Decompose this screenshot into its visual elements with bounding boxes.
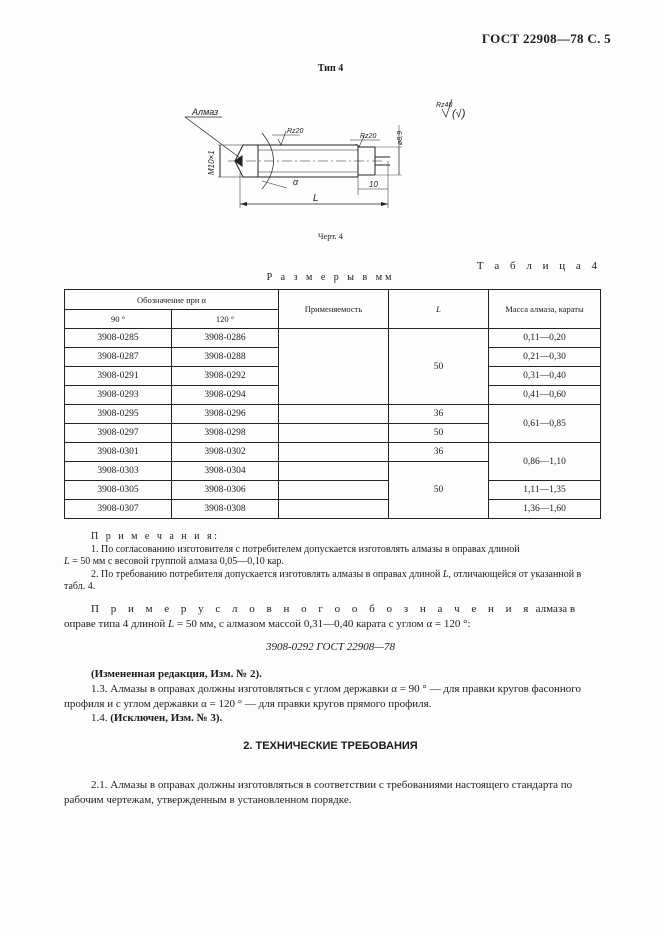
cell-mass: 0,41—0,60	[489, 386, 601, 405]
cell-90: 3908-0301	[65, 443, 172, 462]
example-designation: 3908-0292 ГОСТ 22908—78	[266, 641, 395, 653]
cell-90: 3908-0285	[65, 329, 172, 348]
cell-120: 3908-0306	[172, 481, 279, 500]
cell-120: 3908-0298	[172, 424, 279, 443]
cell-L: 50	[389, 462, 489, 519]
cell-mass: 0,31—0,40	[489, 367, 601, 386]
label-10: 10	[369, 180, 378, 189]
cell-L: 36	[389, 443, 489, 462]
cell-L: 36	[389, 405, 489, 424]
technical-drawing	[180, 95, 500, 220]
cell-90: 3908-0305	[65, 481, 172, 500]
cell-mass: 0,11—0,20	[489, 329, 601, 348]
cell-120: 3908-0286	[172, 329, 279, 348]
th-mass: Масса алмаза, караты	[489, 290, 601, 329]
cell-120: 3908-0292	[172, 367, 279, 386]
table-number: Т а б л и ц а 4	[476, 260, 601, 272]
cell-120: 3908-0302	[172, 443, 279, 462]
cell-mass: 1,11—1,35	[489, 481, 601, 500]
clause-1-3: 1.3. Алмазы в оправах должны изготовляться с углом державки α = 90 ° — для правки кругов фасонного профиля и с углом державки α = 120 ° — для правки кругов прямого профиля.	[64, 683, 581, 710]
changed-note: (Измененная редакция, Изм. № 2).	[91, 668, 262, 680]
cell-usage	[279, 443, 389, 462]
page-header: ГОСТ 22908—78 С. 5	[481, 31, 611, 46]
cell-90: 3908-0303	[65, 462, 172, 481]
cell-120: 3908-0308	[172, 500, 279, 519]
notes-block	[64, 531, 600, 594]
cell-usage	[279, 424, 389, 443]
cell-90: 3908-0293	[65, 386, 172, 405]
cell-usage	[279, 462, 389, 481]
label-rz40: Rz40	[436, 102, 453, 109]
clause-1-4: 1.4. (Исключен, Изм. № 3).	[91, 712, 223, 724]
label-rz20-left: Rz20	[287, 128, 304, 135]
cell-mass: 0,21—0,30	[489, 348, 601, 367]
diamond-shape	[235, 156, 242, 166]
label-thread: M10×1	[207, 150, 216, 175]
th-designation: Обозначение при α	[65, 290, 279, 310]
label-roughness-check: (√)	[452, 108, 466, 120]
cell-mass: 1,36—1,60	[489, 500, 601, 519]
label-diamond: Алмаз	[192, 107, 219, 117]
cell-90: 3908-0297	[65, 424, 172, 443]
cell-L: 50	[389, 329, 489, 405]
cell-90: 3908-0295	[65, 405, 172, 424]
label-rz20-right: Rz20	[360, 133, 377, 140]
th-L: L	[389, 290, 489, 329]
label-L: L	[313, 193, 319, 204]
cell-90: 3908-0307	[65, 500, 172, 519]
type-title: Тип 4	[317, 63, 344, 74]
cell-usage	[279, 329, 389, 405]
cell-usage	[279, 405, 389, 424]
cell-120: 3908-0288	[172, 348, 279, 367]
cell-L: 50	[389, 424, 489, 443]
label-diameter: ø8,9	[397, 130, 404, 145]
cell-90: 3908-0291	[65, 367, 172, 386]
cell-mass: 0,86—1,10	[489, 443, 601, 481]
cell-120: 3908-0304	[172, 462, 279, 481]
note-2: 2. По требованию потребителя допускается изготовлять алмазы в оправах длиной L, отличающейся от указанной в табл. 4.	[64, 568, 582, 592]
cell-120: 3908-0294	[172, 386, 279, 405]
section-2-title: 2. ТЕХНИЧЕСКИЕ ТРЕБОВАНИЯ	[243, 740, 418, 752]
cell-usage	[279, 481, 389, 500]
cell-120: 3908-0296	[172, 405, 279, 424]
cell-90: 3908-0287	[65, 348, 172, 367]
dimensions-table	[64, 289, 601, 519]
th-90: 90 °	[65, 310, 172, 329]
cell-usage	[279, 500, 389, 519]
cell-mass: 0,61—0,85	[489, 405, 601, 443]
example-paragraph: П р и м е р у с л о в н о г о о б о з н а ч е н и я алмаза в оправе типа 4 длиной L = 50 мм, с алмазом массой 0,31—0,40 карата с углом α = 120 °:	[64, 603, 576, 630]
clause-2-1: 2.1. Алмазы в оправах должны изготовляться в соответствии с требованиями настоящего стандарта по рабочим чертежам, утвержденным в установленном порядке.	[64, 779, 573, 806]
note-1: 1. По согласованию изготовителя с потребителем допускается изготовлять алмазы в оправах длиной L = 50 мм с весовой группой алмаза 0,05—0,10 кар.	[64, 543, 520, 567]
label-alpha: α	[293, 177, 299, 187]
th-usage: Применяемость	[279, 290, 389, 329]
th-120: 120 °	[172, 310, 279, 329]
table-title: Р а з м е р ы в мм	[266, 272, 395, 283]
notes-title: П р и м е ч а н и я:	[91, 531, 220, 542]
drawing-caption: Черт. 4	[317, 231, 343, 241]
